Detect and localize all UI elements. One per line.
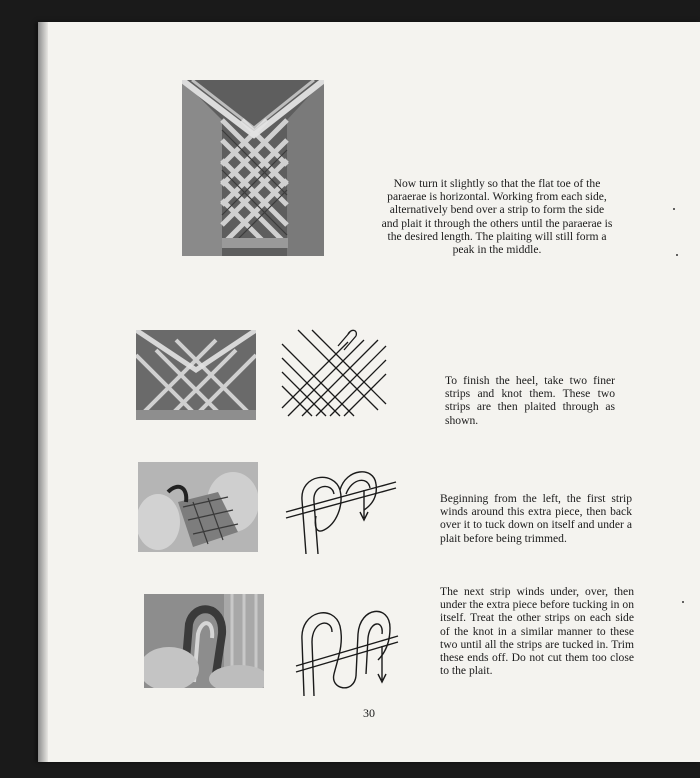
print-speck	[676, 254, 678, 256]
tucking-strip-photo	[144, 594, 264, 688]
heel-plait-photo	[136, 330, 256, 420]
heel-weave-diagram	[278, 324, 390, 424]
print-speck	[682, 601, 684, 603]
second-strip-loop-diagram	[294, 594, 400, 698]
book-page	[38, 22, 700, 762]
step-4-text: The next strip winds under, over, then under the extra piece before tucking in on itself. Treat the other strips on each side of the knot in a similar manner to these two until all the strips are tucked in. Trim these ends off. Do not cut them too close to the plait.	[440, 585, 634, 678]
step-2-text: To finish the heel, take two finer strips and knot them. These two strips are then plaited through as shown.	[445, 374, 615, 427]
step-3-text: Beginning from the left, the first strip winds around this extra piece, then back over it to tuck down on itself and under a plait before being trimmed.	[440, 492, 632, 545]
plaited-sole-photo	[182, 80, 324, 256]
first-strip-loop-diagram	[284, 460, 400, 556]
winding-strip-photo	[138, 462, 258, 552]
print-speck	[673, 208, 675, 210]
page-number: 30	[363, 706, 375, 720]
step-1-text: Now turn it slightly so that the flat toe of the paraerae is horizontal. Working from each side, alternatively bend over a strip to form the side and plait it through the others until the paraerae is the desired length. The plaiting will still form a peak in the middle.	[381, 177, 613, 257]
